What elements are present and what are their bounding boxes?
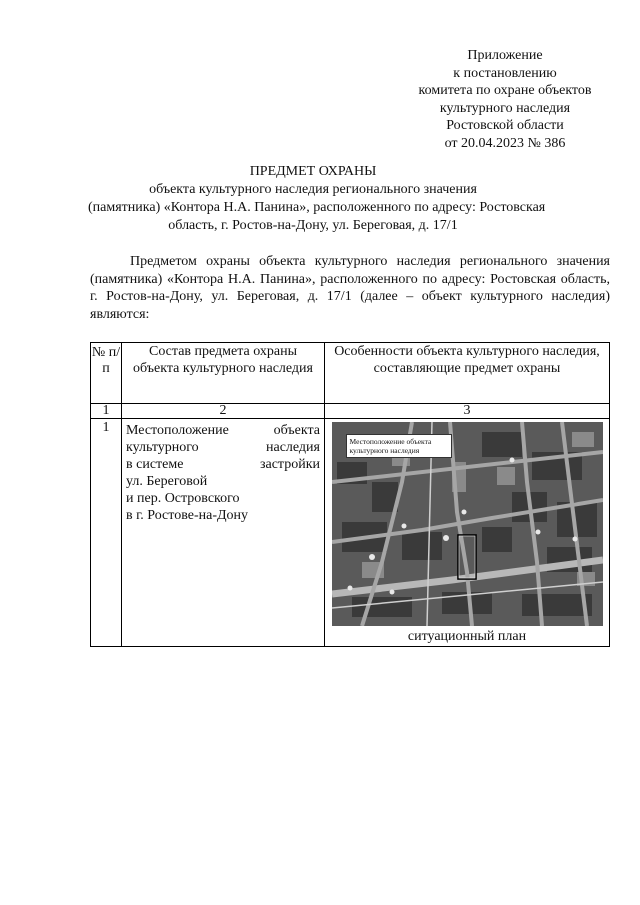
- appendix-line: от 20.04.2023 № 386: [444, 135, 566, 151]
- header-composition: Состав предмета охраны объекта культурного наследия: [122, 343, 325, 404]
- appendix-line: к постановлению: [453, 65, 557, 81]
- map-label: Местоположение объекта культурного наследия: [346, 434, 452, 458]
- column-number: 3: [325, 404, 610, 419]
- location-line: в системе застройки: [126, 457, 320, 472]
- situation-plan-map: [332, 422, 603, 626]
- location-line: и пер. Островского: [126, 491, 240, 506]
- row-num: 1: [91, 419, 122, 647]
- document-title: ПРЕДМЕТ ОХРАНЫ: [249, 164, 377, 179]
- heading-line: область, г. Ростов-на-Дону, ул. Береговая, д. 17/1: [168, 218, 458, 233]
- column-number-row: [91, 404, 610, 419]
- intro-paragraph: [90, 253, 610, 323]
- header-num: № п/п: [91, 343, 122, 404]
- location-line: Местоположение объекта: [126, 423, 320, 438]
- document-heading: [88, 163, 546, 235]
- heading-line: объекта культурного наследия регионального значения: [149, 182, 477, 197]
- appendix-line: Приложение: [467, 48, 543, 63]
- appendix-line: Ростовской области: [446, 118, 564, 133]
- protection-subject-table: [90, 342, 610, 647]
- appendix-line: культурного наследия: [439, 100, 571, 116]
- column-number: 1: [91, 404, 122, 419]
- table-row: [91, 419, 610, 647]
- location-cell: [122, 419, 325, 647]
- appendix-block: [390, 47, 620, 152]
- column-number: 2: [122, 404, 325, 419]
- location-line: культурного наследия: [126, 440, 320, 455]
- table-header-row: [91, 343, 610, 404]
- intro-text: Предметом охраны объекта культурного наследия регионального значения (памятника) «Контора Н.А. Панина», расположенного по адресу: Ростовская область, г. Ростов-на-Дону, ул. Береговая, д. 17/1 (далее – объект культурного наследия) являются:: [90, 254, 610, 322]
- situation-plan-cell: [325, 419, 610, 647]
- header-features: Особенности объекта культурного наследия, составляющие предмет охраны: [325, 343, 610, 404]
- location-line: в г. Ростове-на-Дону: [126, 508, 249, 523]
- heading-line: (памятника) «Контора Н.А. Панина», расположенного по адресу: Ростовская: [88, 200, 546, 215]
- location-line: ул. Береговой: [126, 474, 208, 489]
- appendix-line: комитета по охране объектов: [418, 83, 592, 98]
- map-caption: ситуационный план: [407, 629, 527, 644]
